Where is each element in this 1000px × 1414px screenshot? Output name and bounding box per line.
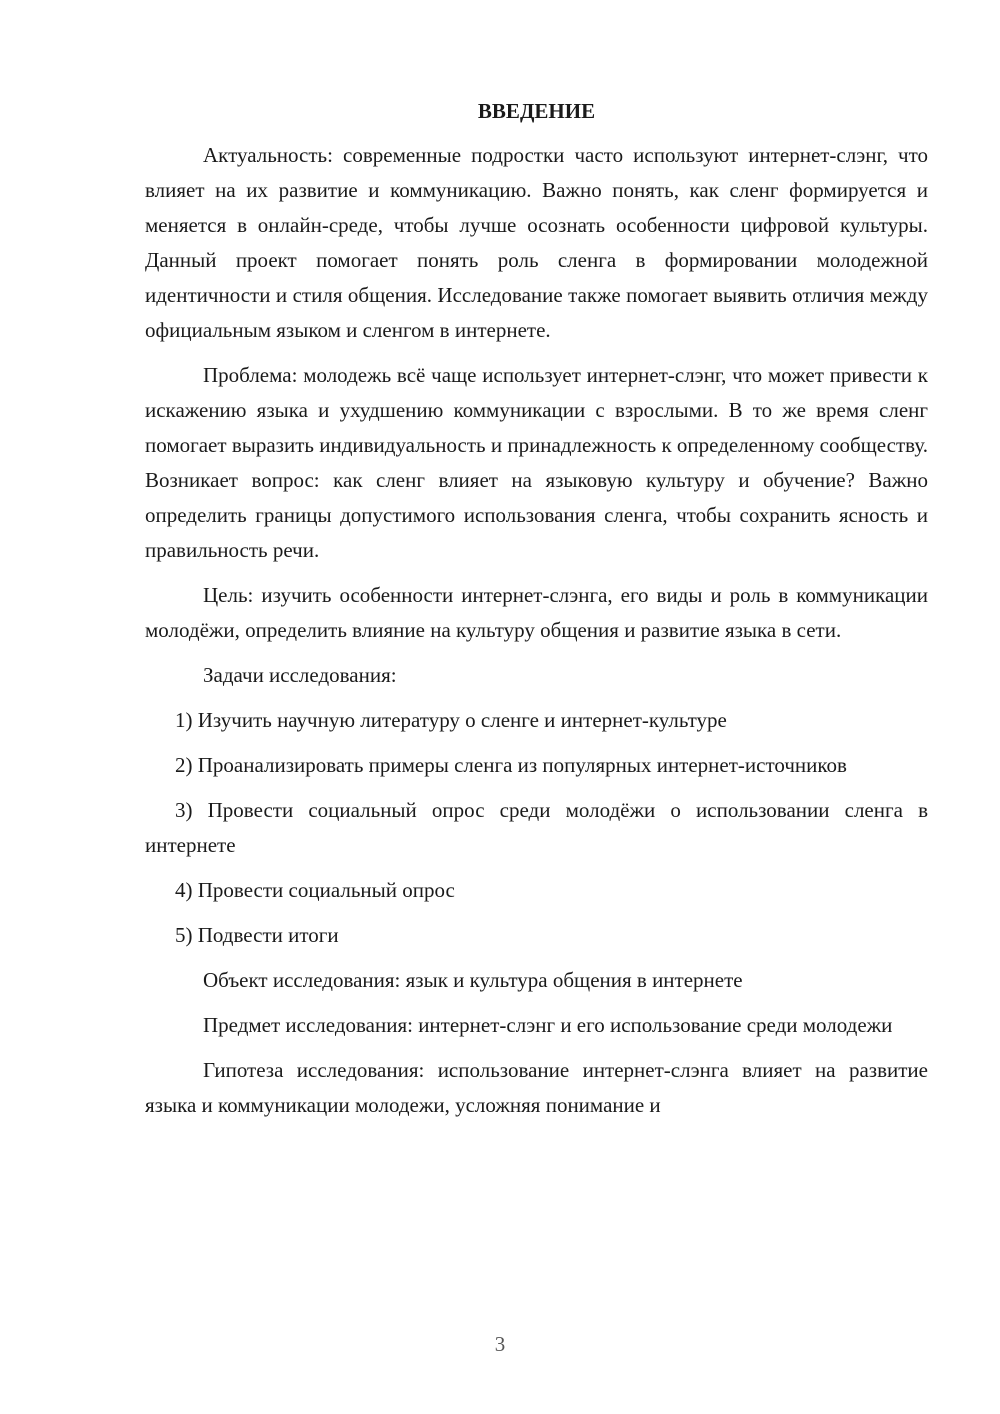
document-page	[145, 96, 928, 1133]
paragraph-problem: Проблема: молодежь всё чаще использует интернет-слэнг, что может привести к искажению языка и ухудшению коммуникации с взрослыми. В то же время сленг помогает выразить индивидуальность и принадлежность к определенному сообществу. Возникает вопрос: как сленг влияет на языковую культуру и обучение? Важно определить границы допустимого использования сленга, чтобы сохранить ясность и правильность речи.	[145, 363, 928, 562]
page-number: 3	[494, 1332, 506, 1356]
paragraph-goal: Цель: изучить особенности интернет-слэнга, его виды и роль в коммуникации молодёжи, определить влияние на культуру общения и развитие языка в сети.	[145, 583, 928, 642]
tasks-heading: Задачи исследования:	[203, 663, 397, 687]
task-item-4: 4) Провести социальный опрос	[175, 878, 455, 902]
task-item-1: 1) Изучить научную литературу о сленге и интернет-культуре	[175, 708, 727, 732]
section-heading: ВВЕДЕНИЕ	[477, 99, 596, 123]
paragraph-object: Объект исследования: язык и культура общения в интернете	[203, 968, 743, 992]
paragraph-relevance: Актуальность: современные подростки часто используют интернет-слэнг, что влияет на их развитие и коммуникацию. Важно понять, как сленг формируется и меняется в онлайн-среде, чтобы лучше осознать особенности цифровой культуры. Данный проект помогает понять роль сленга в формировании молодежной идентичности и стиля общения. Исследование также помогает выявить отличия между официальным языком и сленгом в интернете.	[145, 143, 928, 342]
task-item-2: 2) Проанализировать примеры сленга из популярных интернет-источников	[175, 753, 847, 777]
paragraph-hypothesis: Гипотеза исследования: использование интернет-слэнга влияет на развитие языка и коммуникации молодежи, усложняя понимание и	[145, 1058, 928, 1117]
task-item-5: 5) Подвести итоги	[175, 923, 339, 947]
paragraph-subject: Предмет исследования: интернет-слэнг и его использование среди молодежи	[203, 1013, 893, 1037]
task-item-3: 3) Провести социальный опрос среди молодёжи о использовании сленга в интернете	[145, 798, 928, 857]
